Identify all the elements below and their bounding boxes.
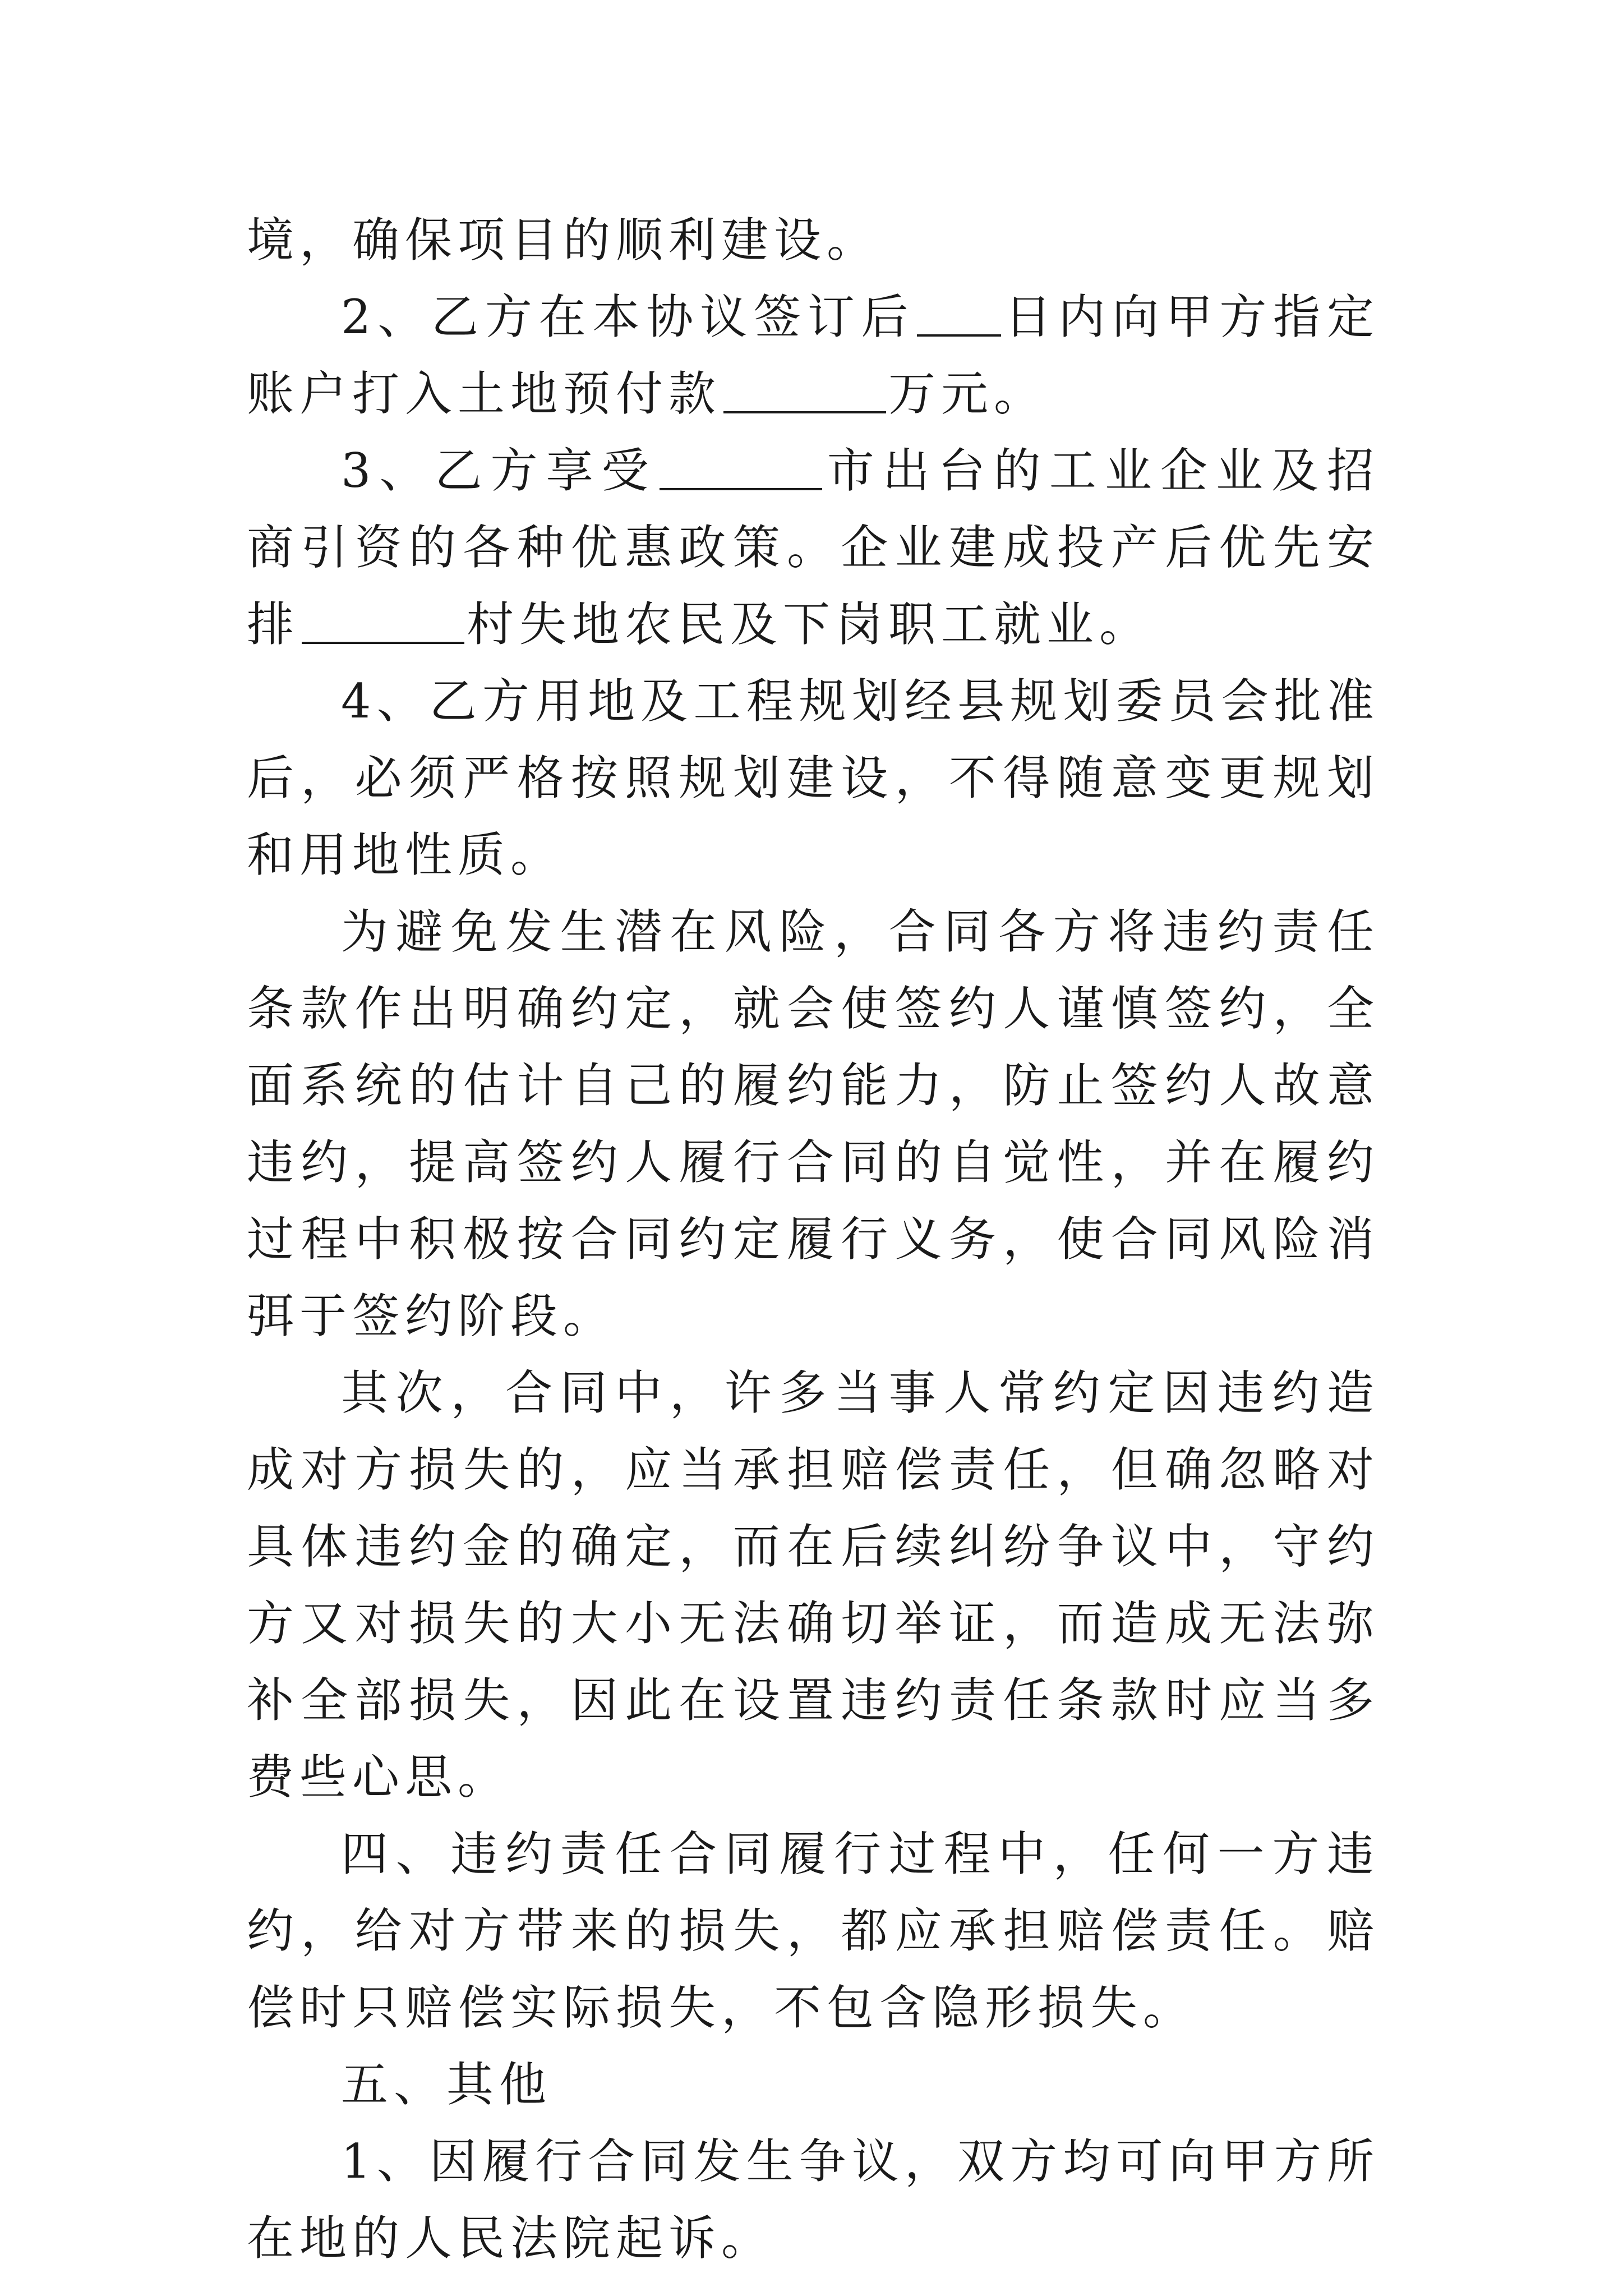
paragraph-continuation: 境，确保项目的顺利建设。 [247,213,880,268]
paragraph-secondly: 其次，合同中，许多当事人常约定因违约造成对方损失的，应当承担赔偿责任，但确忽略对具体违约金的确定，而在后续纠纷争议中，守约方又对损失的大小无法确切举证，而造成无法弥补全部损失，因此在设置违约责任条款时应当多费些心思。 [247,1365,1380,1805]
clause-4: 4、乙方用地及工程规划经县规划委员会批准后，必须严格按照规划建设，不得随意变更规划和用地性质。 [247,674,1380,882]
section-5-clause-1: 1、因履行合同发生争议，双方均可向甲方所在地的人民法院起诉。 [247,2134,1380,2266]
blank-village [302,597,464,644]
blank-city [660,443,822,490]
clause-2-text-b: 日内向甲方指定账户打入土地预付款 [247,289,1380,421]
section-4-liability: 四、违约责任合同履行过程中，任何一方违约，给对方带来的损失，都应承担赔偿责任。赔偿时只赔偿实际损失，不包含隐形损失。 [247,1826,1380,2035]
blank-days [917,289,1001,337]
section-5-heading: 五、其他 [341,2057,552,2112]
document-body [247,202,1380,2277]
paragraph-risk: 为避免发生潜在风险，合同各方将违约责任条款作出明确约定，就会使签约人谨慎签约，全面系统的估计自己的履约能力，防止签约人故意违约，提高签约人履行合同的自觉性，并在履约过程中积极按合同约定履行义务，使合同风险消弭于签约阶段。 [247,904,1380,1343]
clause-2-text-a: 2、乙方在本协议签订后 [341,289,915,344]
clause-3 [247,432,1380,663]
clause-2 [247,279,1380,432]
clause-2-text-c: 万元。 [888,366,1047,421]
clause-3-text-a: 3、乙方享受 [341,443,657,498]
blank-amount [723,366,886,413]
clause-3-text-b: 市出台的工业企业及招商引资的各种优惠政策。企业建成投产后优先安排 [247,443,1380,652]
clause-3-text-c: 村失地农民及下岗职工就业。 [467,597,1152,652]
